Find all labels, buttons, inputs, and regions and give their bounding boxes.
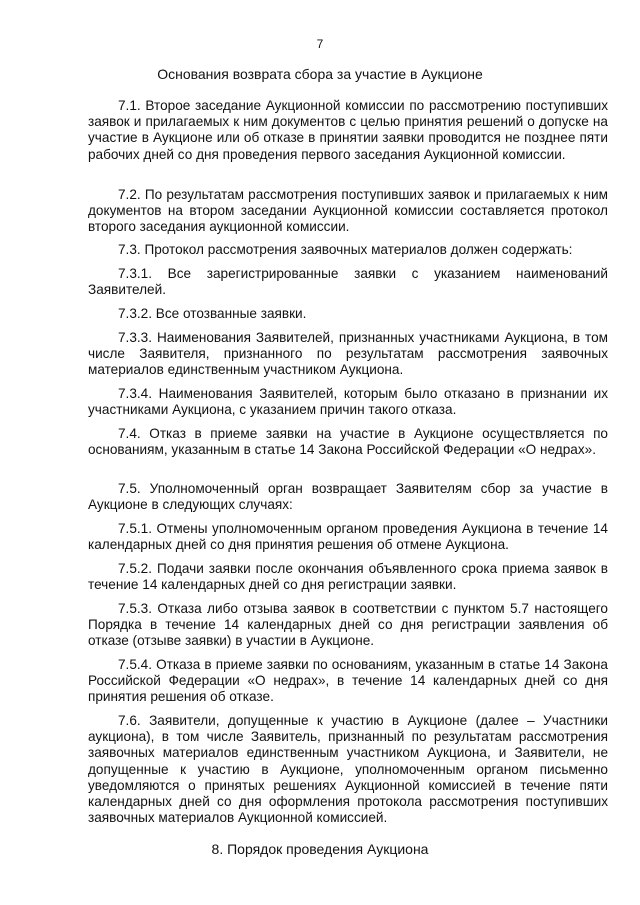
paragraph-7-3: 7.3. Протокол рассмотрения заявочных материалов должен содержать: xyxy=(118,242,573,257)
paragraph-7-5: 7.5. Уполномоченный орган возвращает Заявителям сбор за участие в Аукционе в следующих случаях: xyxy=(88,481,608,513)
paragraph-7-5-4: 7.5.4. Отказа в приеме заявки по основаниям, указанным в статье 14 Закона Российской Федерации «О недрах», в течение 14 календарных дней со дня принятия решения об отказе. xyxy=(88,657,608,705)
paragraph-7-3-1: 7.3.1. Все зарегистрированные заявки с указанием наименований Заявителей. xyxy=(88,266,608,298)
paragraph-7-3-3: 7.3.3. Наименования Заявителей, признанных участниками Аукциона, в том числе Заявителя, признанного по результатам рассмотрения заявочных материалов единственным участником Аукциона. xyxy=(88,330,608,378)
paragraph-7-5-2: 7.5.2. Подачи заявки после окончания объявленного срока приема заявок в течение 14 календарных дней со дня регистрации заявки. xyxy=(88,561,608,593)
paragraph-7-4: 7.4. Отказ в приеме заявки на участие в Аукционе осуществляется по основаниям, указанным в статье 14 Закона Российской Федерации «О недрах». xyxy=(88,426,608,458)
page-number: 7 xyxy=(316,37,324,51)
section-title: Основания возврата сбора за участие в Аукционе xyxy=(157,66,483,82)
paragraph-7-6: 7.6. Заявители, допущенные к участию в Аукционе (далее – Участники аукциона), в том числе Заявитель, признанный по результатам рассмотрения заявочных материалов единственным участником Аукциона, и Заявители, не допущенные к участию в Аукционе, уполномоченным органом письменно уведомляются о принятых решениях Аукционной комиссией в течение пяти календарных дней со дня оформления протокола рассмотрения поступивших заявочных материалов Аукционной комиссией. xyxy=(88,713,608,826)
paragraph-7-5-3: 7.5.3. Отказа либо отзыва заявок в соответствии с пунктом 5.7 настоящего Порядка в течение 14 календарных дней со дня регистрации заявления об отказе (отзыве заявки) в участии в Аукционе. xyxy=(88,601,608,649)
next-section-title: 8. Порядок проведения Аукциона xyxy=(211,841,429,857)
paragraph-7-2: 7.2. По результатам рассмотрения поступивших заявок и прилагаемых к ним документов на втором заседании Аукционной комиссии составляется протокол второго заседания аукционной комиссии. xyxy=(88,187,608,235)
paragraph-7-5-1: 7.5.1. Отмены уполномоченным органом проведения Аукциона в течение 14 календарных дней со дня принятия решения об отмене Аукциона. xyxy=(88,521,608,553)
paragraph-7-3-2: 7.3.2. Все отозванные заявки. xyxy=(118,306,307,321)
paragraph-7-1: 7.1. Второе заседание Аукционной комиссии по рассмотрению поступивших заявок и прилагаемых к ним документов с целью принятия решений о допуске на участие в Аукционе или об отказе в принятии заявки проводится не позднее пяти рабочих дней со дня проведения первого заседания Аукционной комиссии. xyxy=(88,98,608,162)
paragraph-7-3-4: 7.3.4. Наименования Заявителей, которым было отказано в признании их участниками Аукциона, с указанием причин такого отказа. xyxy=(88,386,608,418)
